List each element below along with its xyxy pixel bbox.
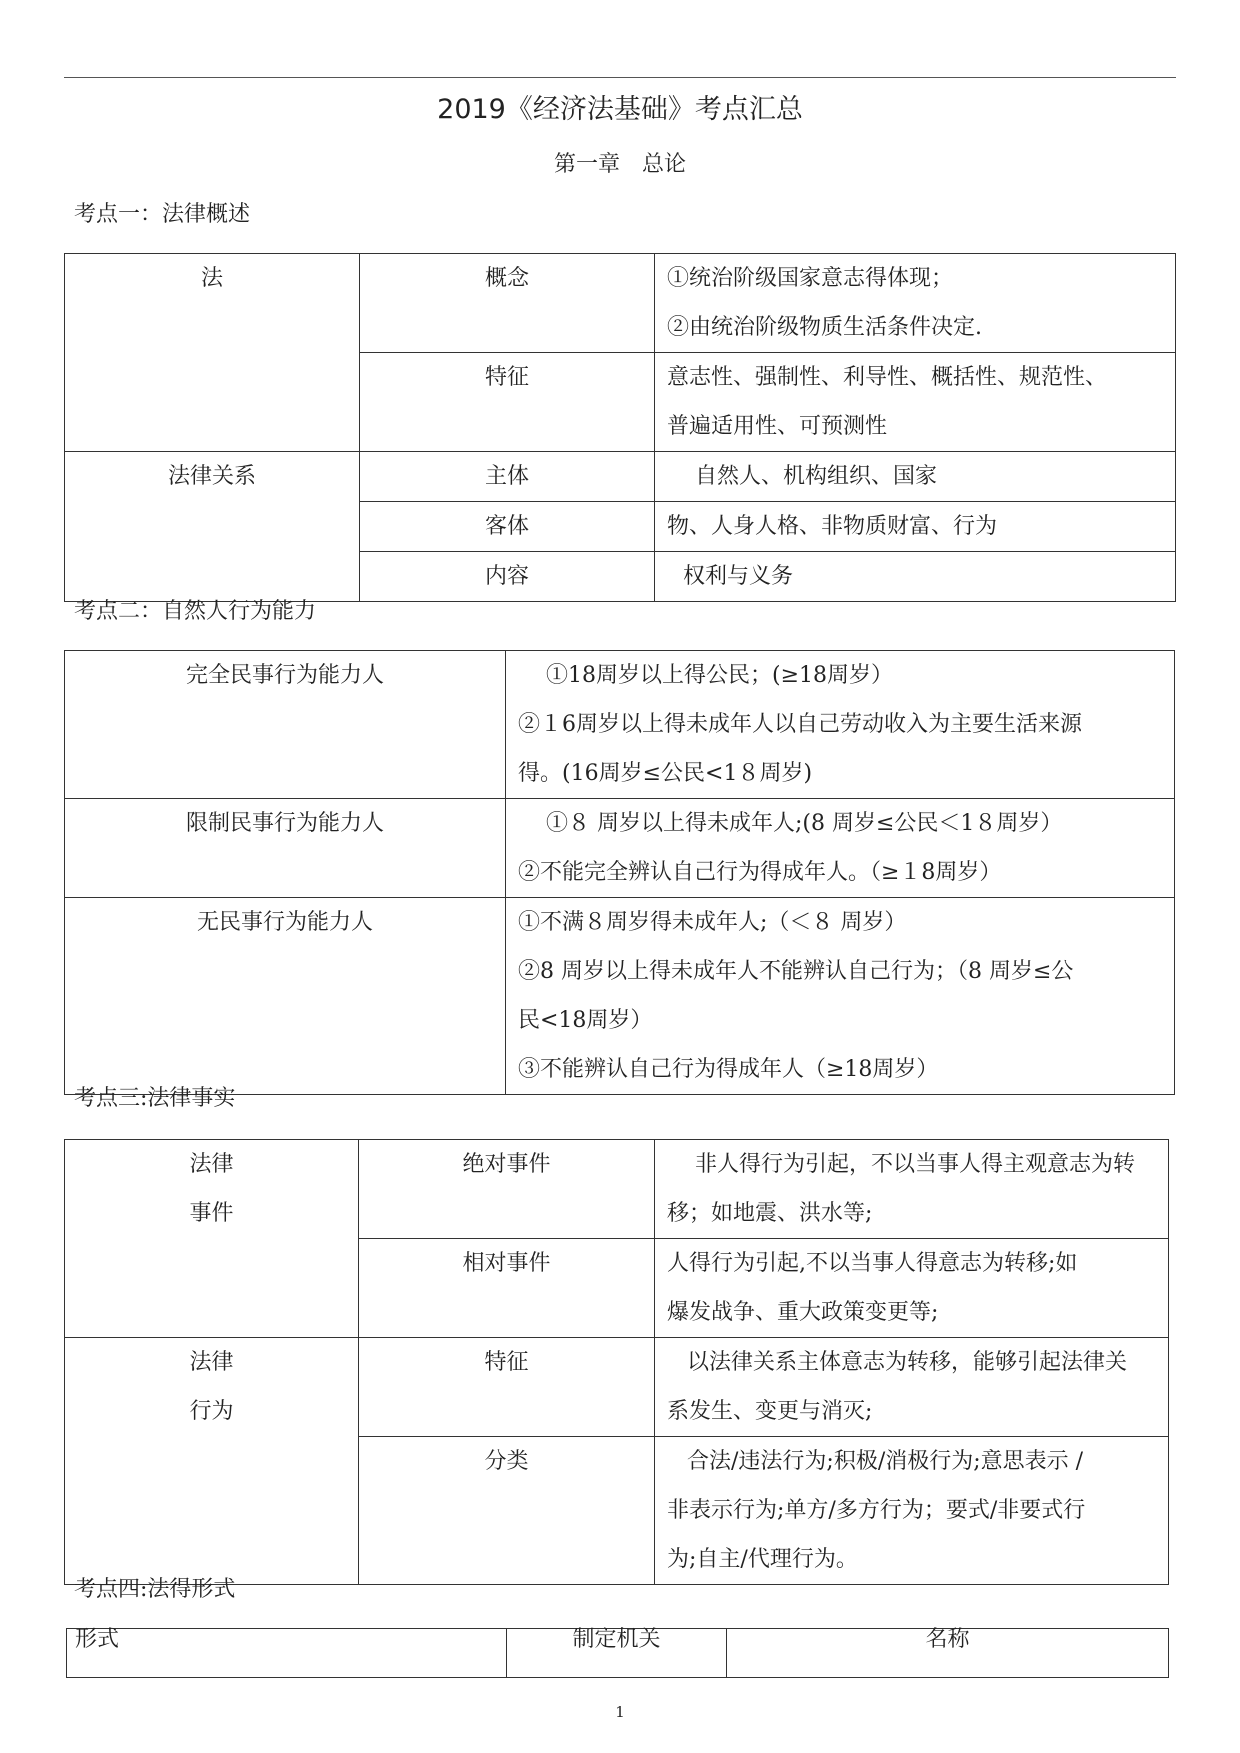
row-group-label: 无民事行为能力人 [65,898,506,1095]
table-row [65,1338,1169,1437]
row-sub-label: 特征 [360,353,655,452]
table-row [65,651,1175,799]
section-heading-2: 考点二：自然人行为能力 [74,599,317,624]
row-sub-label: 特征 [359,1338,655,1437]
section-heading-3: 考点三:法律事实 [74,1086,236,1111]
row-sub-label: 分类 [359,1437,655,1585]
row-group-label: 法律 行为 [65,1338,359,1585]
row-content: ①18周岁以上得公民；(≥18周岁） ②１6周岁以上得未成年人以自己劳动收入为主要生活来源 得。(16周岁≤公民<1８周岁) [506,651,1175,799]
row-content: ①统治阶级国家意志得体现； ②由统治阶级物质生活条件决定. [655,254,1176,353]
row-sub-label: 概念 [360,254,655,353]
row-content: 权利与义务 [655,552,1176,602]
row-content: ①８ 周岁以上得未成年人;(8 周岁≤公民＜1８周岁） ②不能完全辨认自己行为得成年人。（≥１8周岁） [506,799,1175,898]
row-content: 自然人、机构组织、国家 [655,452,1176,502]
row-group-label: 法律 事件 [65,1140,359,1338]
table-row [65,1140,1169,1239]
column-header-form: 形式 [67,1629,507,1678]
law-overview-table [64,253,1176,602]
row-content: 意志性、强制性、利导性、概括性、规范性、 普遍适用性、可预测性 [655,353,1176,452]
row-group-label: 法律关系 [65,452,360,602]
row-sub-label: 客体 [360,502,655,552]
row-content: 人得行为引起,不以当事人得意志为转移;如 爆发战争、重大政策变更等; [655,1239,1169,1338]
table-row [65,452,1176,502]
chapter-title: 第一章 总论 [553,152,686,177]
section-heading-1: 考点一：法律概述 [74,202,251,227]
column-header-name: 名称 [727,1629,1169,1678]
column-header-authority: 制定机关 [507,1629,727,1678]
row-sub-label: 主体 [360,452,655,502]
row-content: 以法律关系主体意志为转移，能够引起法律关 系发生、变更与消灭; [655,1338,1169,1437]
top-rule [64,77,1176,78]
document-title: 2019《经济法基础》考点汇总 [437,94,803,125]
table-row [67,1629,1169,1678]
table-row [65,898,1175,1095]
page-number: 1 [615,1703,625,1721]
legal-forms-table [66,1628,1169,1678]
row-group-label: 法 [65,254,360,452]
capacity-table [64,650,1175,1095]
row-content: 物、人身人格、非物质财富、行为 [655,502,1176,552]
row-content: ①不满８周岁得未成年人;（＜８ 周岁） ②8 周岁以上得未成年人不能辨认自己行为；（8 周岁≤公 民<18周岁） ③不能辨认自己行为得成年人（≥18周岁） [506,898,1175,1095]
table-row [65,799,1175,898]
row-group-label: 限制民事行为能力人 [65,799,506,898]
section-heading-4: 考点四:法得形式 [74,1577,236,1602]
row-content: 非人得行为引起，不以当事人得主观意志为转 移；如地震、洪水等; [655,1140,1169,1239]
row-sub-label: 内容 [360,552,655,602]
row-sub-label: 绝对事件 [359,1140,655,1239]
table-row [65,254,1176,353]
row-content: 合法/违法行为;积极/消极行为;意思表示 / 非表示行为;单方/多方行为；要式/非要式行 为;自主/代理行为。 [655,1437,1169,1585]
row-sub-label: 相对事件 [359,1239,655,1338]
legal-facts-table [64,1139,1169,1585]
row-group-label: 完全民事行为能力人 [65,651,506,799]
